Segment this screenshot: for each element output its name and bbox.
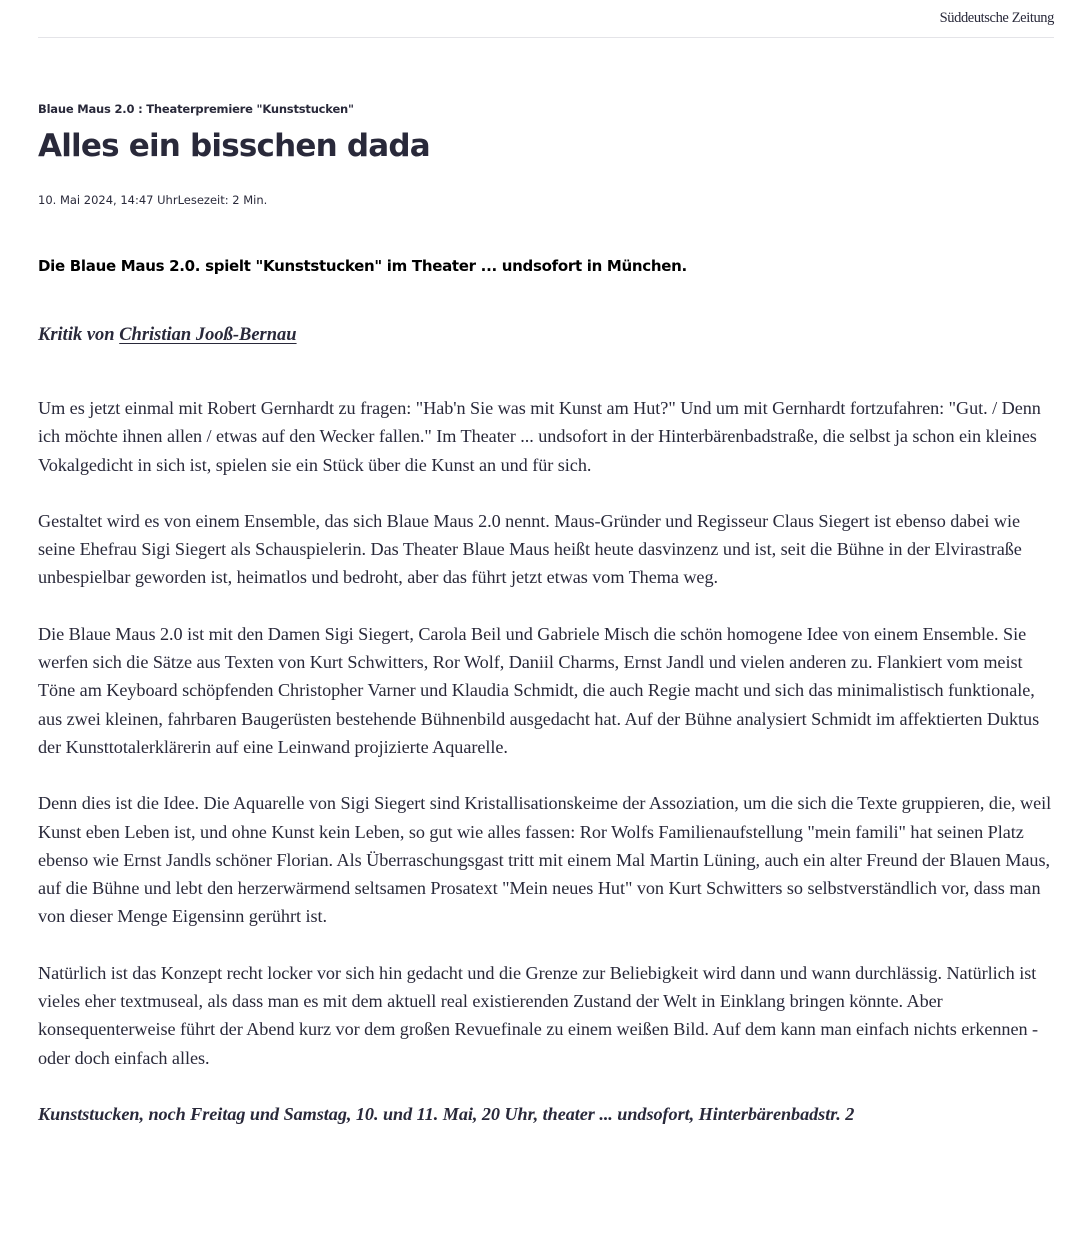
paragraph: Die Blaue Maus 2.0 ist mit den Damen Sigi Siegert, Carola Beil und Gabriele Misch die schön homogene Idee von einem Ensemble. Sie werfen sich die Sätze aus Texten von Kurt Schwitters, Ror Wolf, Daniil Charms, Ernst Jandl und vielen anderen zu. Flankiert vom meist Töne am Keyboard schöpfenden Christopher Varner und Klaudia Schmidt, die auch Regie macht und sich das minimalistisch funktionale, aus zwei kleinen, fahrbaren Baugerüsten bestehende Bühnenbild ausgedacht hat. Auf der Bühne analysiert Schmidt im affektierten Duktus der Kunsttotalerklärerin auf eine Leinwand projizierte Aquarelle. (38, 623, 1040, 757)
article-kicker: Blaue Maus 2.0 : Theaterpremiere "Kunststucken" (38, 102, 354, 116)
article-body (38, 394, 1060, 1156)
reading-time: Lesezeit: 2 Min. (177, 193, 268, 207)
brand-logo[interactable]: Süddeutsche Zeitung (939, 10, 1054, 26)
paragraph: Denn dies ist die Idee. Die Aquarelle von Sigi Siegert sind Kristallisationskeime der Assoziation, um die sich die Texte gruppieren, die, weil Kunst eben Leben ist, und ohne Kunst kein Leben, so gut wie alles fassen: Ror Wolfs Familienaufstellung "mein famili" hat seinen Platz ebenso wie Ernst Jandls schöner Florian. Als Überraschungsgast tritt mit einem Mal Martin Lüning, auch ein alter Freund der Blauen Maus, auf die Bühne und lebt den herzerwärmend seltsamen Prosatext "Mein neues Hut" von Kurt Schwitters so selbstverständlich vor, dass man von dieser Menge Eigensinn gerührt ist. (38, 793, 1052, 927)
article-lead: Die Blaue Maus 2.0. spielt "Kunststucken" im Theater ... undsofort in München. (38, 257, 687, 275)
paragraph: Natürlich ist das Konzept recht locker vor sich hin gedacht und die Grenze zur Beliebigkeit wird dann und wann durchlässig. Natürlich ist vieles eher textmuseal, als dass man es mit dem aktuell real existierenden Zustand der Welt in Einklang bringen könnte. Aber konsequenterweise führt der Abend kurz vor dem großen Revuefinale zu einem weißen Bild. Auf dem kann man einfach nichts erkennen - oder doch einfach alles. (38, 962, 1039, 1068)
event-info: Kunststucken, noch Freitag und Samstag, 10. und 11. Mai, 20 Uhr, theater ... undsofort, Hinterbärenbadstr. 2 (38, 1103, 855, 1124)
author-prefix: Kritik von (38, 325, 120, 345)
paragraph: Um es jetzt einmal mit Robert Gernhardt zu fragen: "Hab'n Sie was mit Kunst am Hut?" Und um mit Gernhardt fortzufahren: "Gut. / Denn ich möchte ihnen allen / etwas auf den Wecker fallen." Im Theater ... undsofort in der Hinterbärenbadstraße, die selbst ja schon ein kleines Vokalgedicht in sich ist, spielen sie ein Stück über die Kunst an und für sich. (38, 398, 1041, 475)
author-byline (38, 325, 297, 346)
site-header (38, 0, 1054, 38)
paragraph: Gestaltet wird es von einem Ensemble, das sich Blaue Maus 2.0 nennt. Maus-Gründer und Regisseur Claus Siegert ist ebenso dabei wie seine Ehefrau Sigi Siegert als Schauspielerin. Das Theater Blaue Maus heißt heute dasvinzenz und ist, seit die Bühne in der Elvirastraße unbespielbar geworden ist, heimatlos und bedroht, aber das führt jetzt etwas vom Thema weg. (38, 510, 1022, 588)
publish-date: 10. Mai 2024, 14:47 Uhr (38, 193, 178, 207)
article-title: Alles ein bisschen dada (38, 128, 430, 164)
article-meta (38, 193, 267, 207)
author-link[interactable]: Christian Jooß-Bernau (119, 325, 297, 345)
